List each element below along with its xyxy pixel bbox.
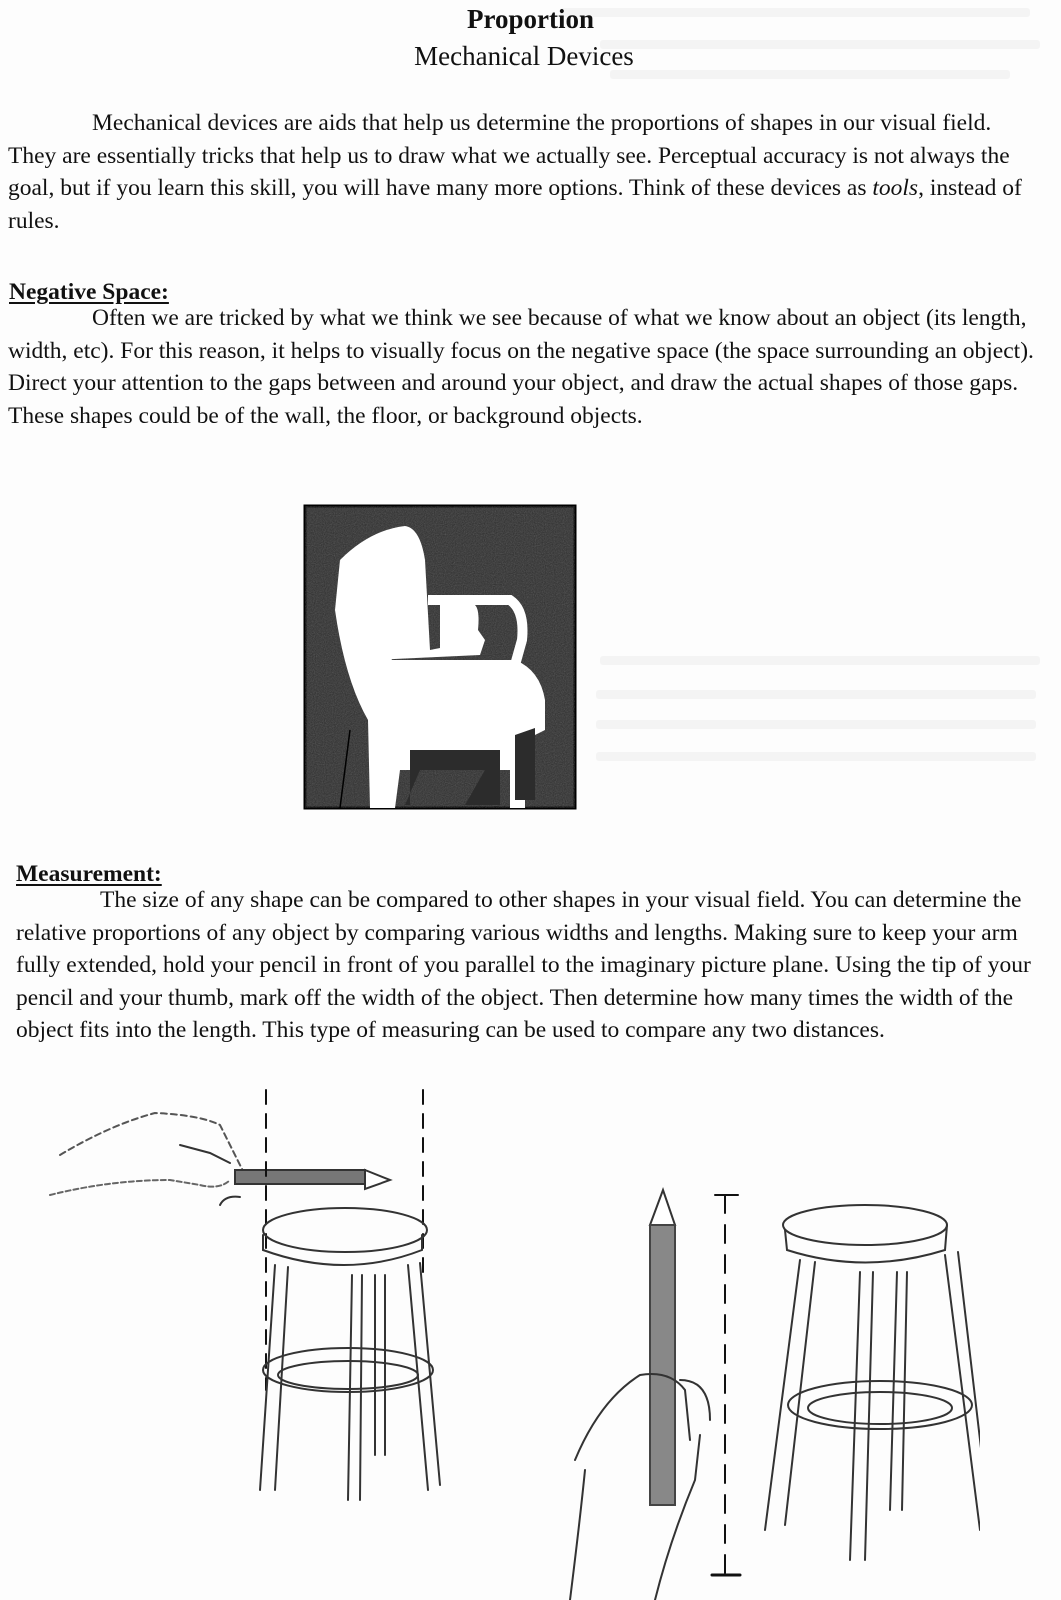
section-heading-negative-space: Negative Space:	[9, 279, 169, 305]
page-title: Proportion	[467, 4, 594, 34]
page-subtitle: Mechanical Devices	[414, 41, 634, 71]
negative-space-paragraph: Often we are tricked by what we think we see because of what we know about an object (its length, width, etc). For this reason, it helps to visually focus on the negative space (the space surrounding an object). Direct your attention to the gaps between and around your object, and draw the actual shapes of those gaps. These shapes could be of the wall, the floor, or background objects.	[8, 305, 1034, 429]
section-heading-measurement: Measurement:	[16, 861, 162, 887]
intro-paragraph: Mechanical devices are aids that help us determine the proportions of shapes in our visual field. They are essentially tricks that help us to draw what we actually see. Perceptual accuracy is not always the goal, but if you learn this skill, you will have many more options. Think of these devices as tools, instead of rules.	[8, 110, 1022, 234]
intro-italic-term: tools	[872, 175, 919, 201]
measuring-stool-width	[30, 1085, 450, 1505]
measurement-paragraph: The size of any shape can be compared to other shapes in your visual field. You can determine the relative proportions of any object by comparing various widths and lengths. Making sure to keep your arm fully extended, hold your pencil in front of you parallel to the imaginary picture plane. Using the tip of your pencil and your thumb, mark off the width of the object. Then determine how many times the width of the object fits into the length. This type of measuring can be used to compare any two distances.	[16, 887, 1031, 1043]
measuring-stool-height	[560, 1180, 980, 1600]
negative-space-chair-drawing	[300, 500, 585, 815]
